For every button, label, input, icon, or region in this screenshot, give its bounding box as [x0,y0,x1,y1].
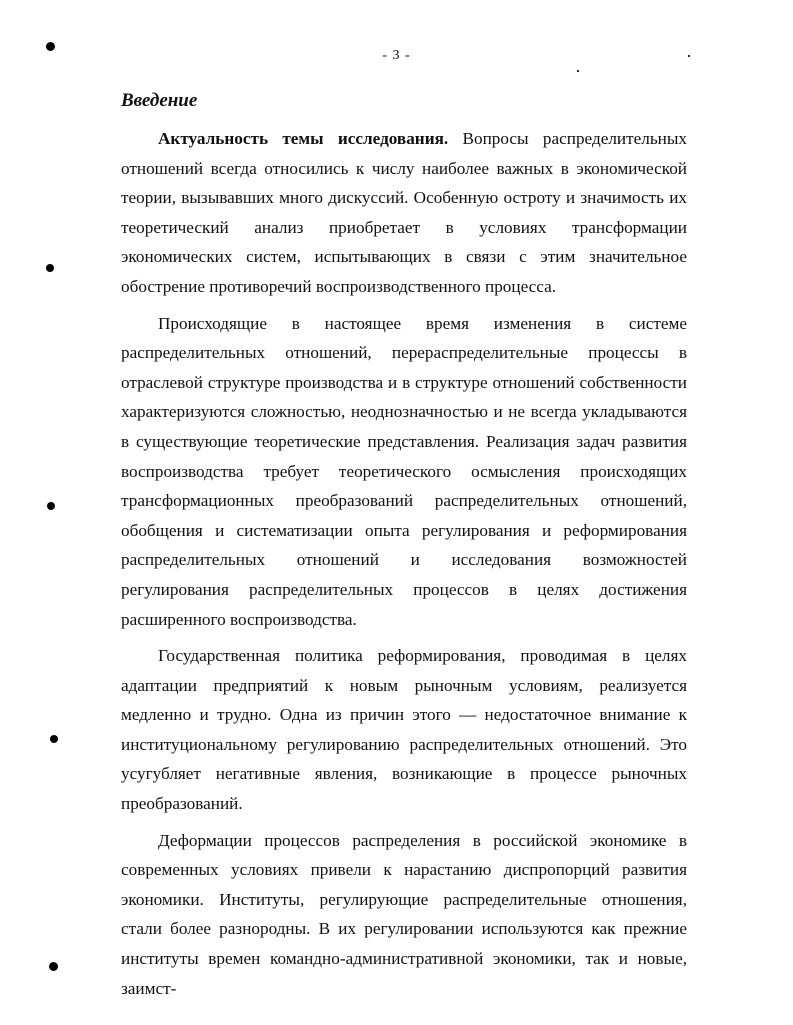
paragraph-text: Вопросы распределительных отношений всегда относились к числу наиболее важных в экономической теории, вызывавших много дискуссий. Особенную остроту и значимость их теоретический анализ приобретает в условиях трансформации экономических систем, испытывающих в связи с этим значительное обострение противоречий воспроизводственного процесса. [121,129,687,296]
paragraph-lead: Актуальность темы исследования. [158,129,449,148]
section-heading: Введение [121,90,198,111]
paragraph: Происходящие в настоящее время изменения в системе распределительных отношений, перераспределительные процессы в отраслевой структуре производства и в структуре отношений собственности характеризуются сложностью, неоднозначностью и не всегда укладываются в существующие теоретические представления. Реализация задач развития воспроизводства требует теоретического осмысления происходящих трансформационных преобразований распределительных отношений, обобщения и систематизации опыта регулирования и реформирования распределительных отношений и исследования возможностей регулирования распределительных процессов в целях достижения расширенного воспроизводства. [121,313,687,629]
page-number: - 3 - [382,48,411,63]
punch-hole-mark [46,264,54,272]
punch-hole-mark [50,735,58,743]
punch-hole-mark [47,502,55,510]
paragraph [121,124,687,302]
paragraph: Государственная политика реформирования, проводимая в целях адаптации предприятий к новым рыночным условиям, реализуется медленно и трудно. Одна из причин этого — недостаточное внимание к институциональному регулированию распределительных отношений. Это усугубляет негативные явления, возникающие в процессе рыночных преобразований. [121,646,687,814]
paragraph: Деформации процессов распределения в российской экономике в современных условиях привели к нарастанию диспропорций развития экономики. Институты, регулирующие распределительные отношения, стали более разнородны. В их регулировании используются как прежние институты времен командно-административной экономики, так и новые, заимст- [121,830,687,998]
punch-hole-mark [49,962,58,971]
scan-speck [577,70,579,72]
body-text [121,124,687,1003]
